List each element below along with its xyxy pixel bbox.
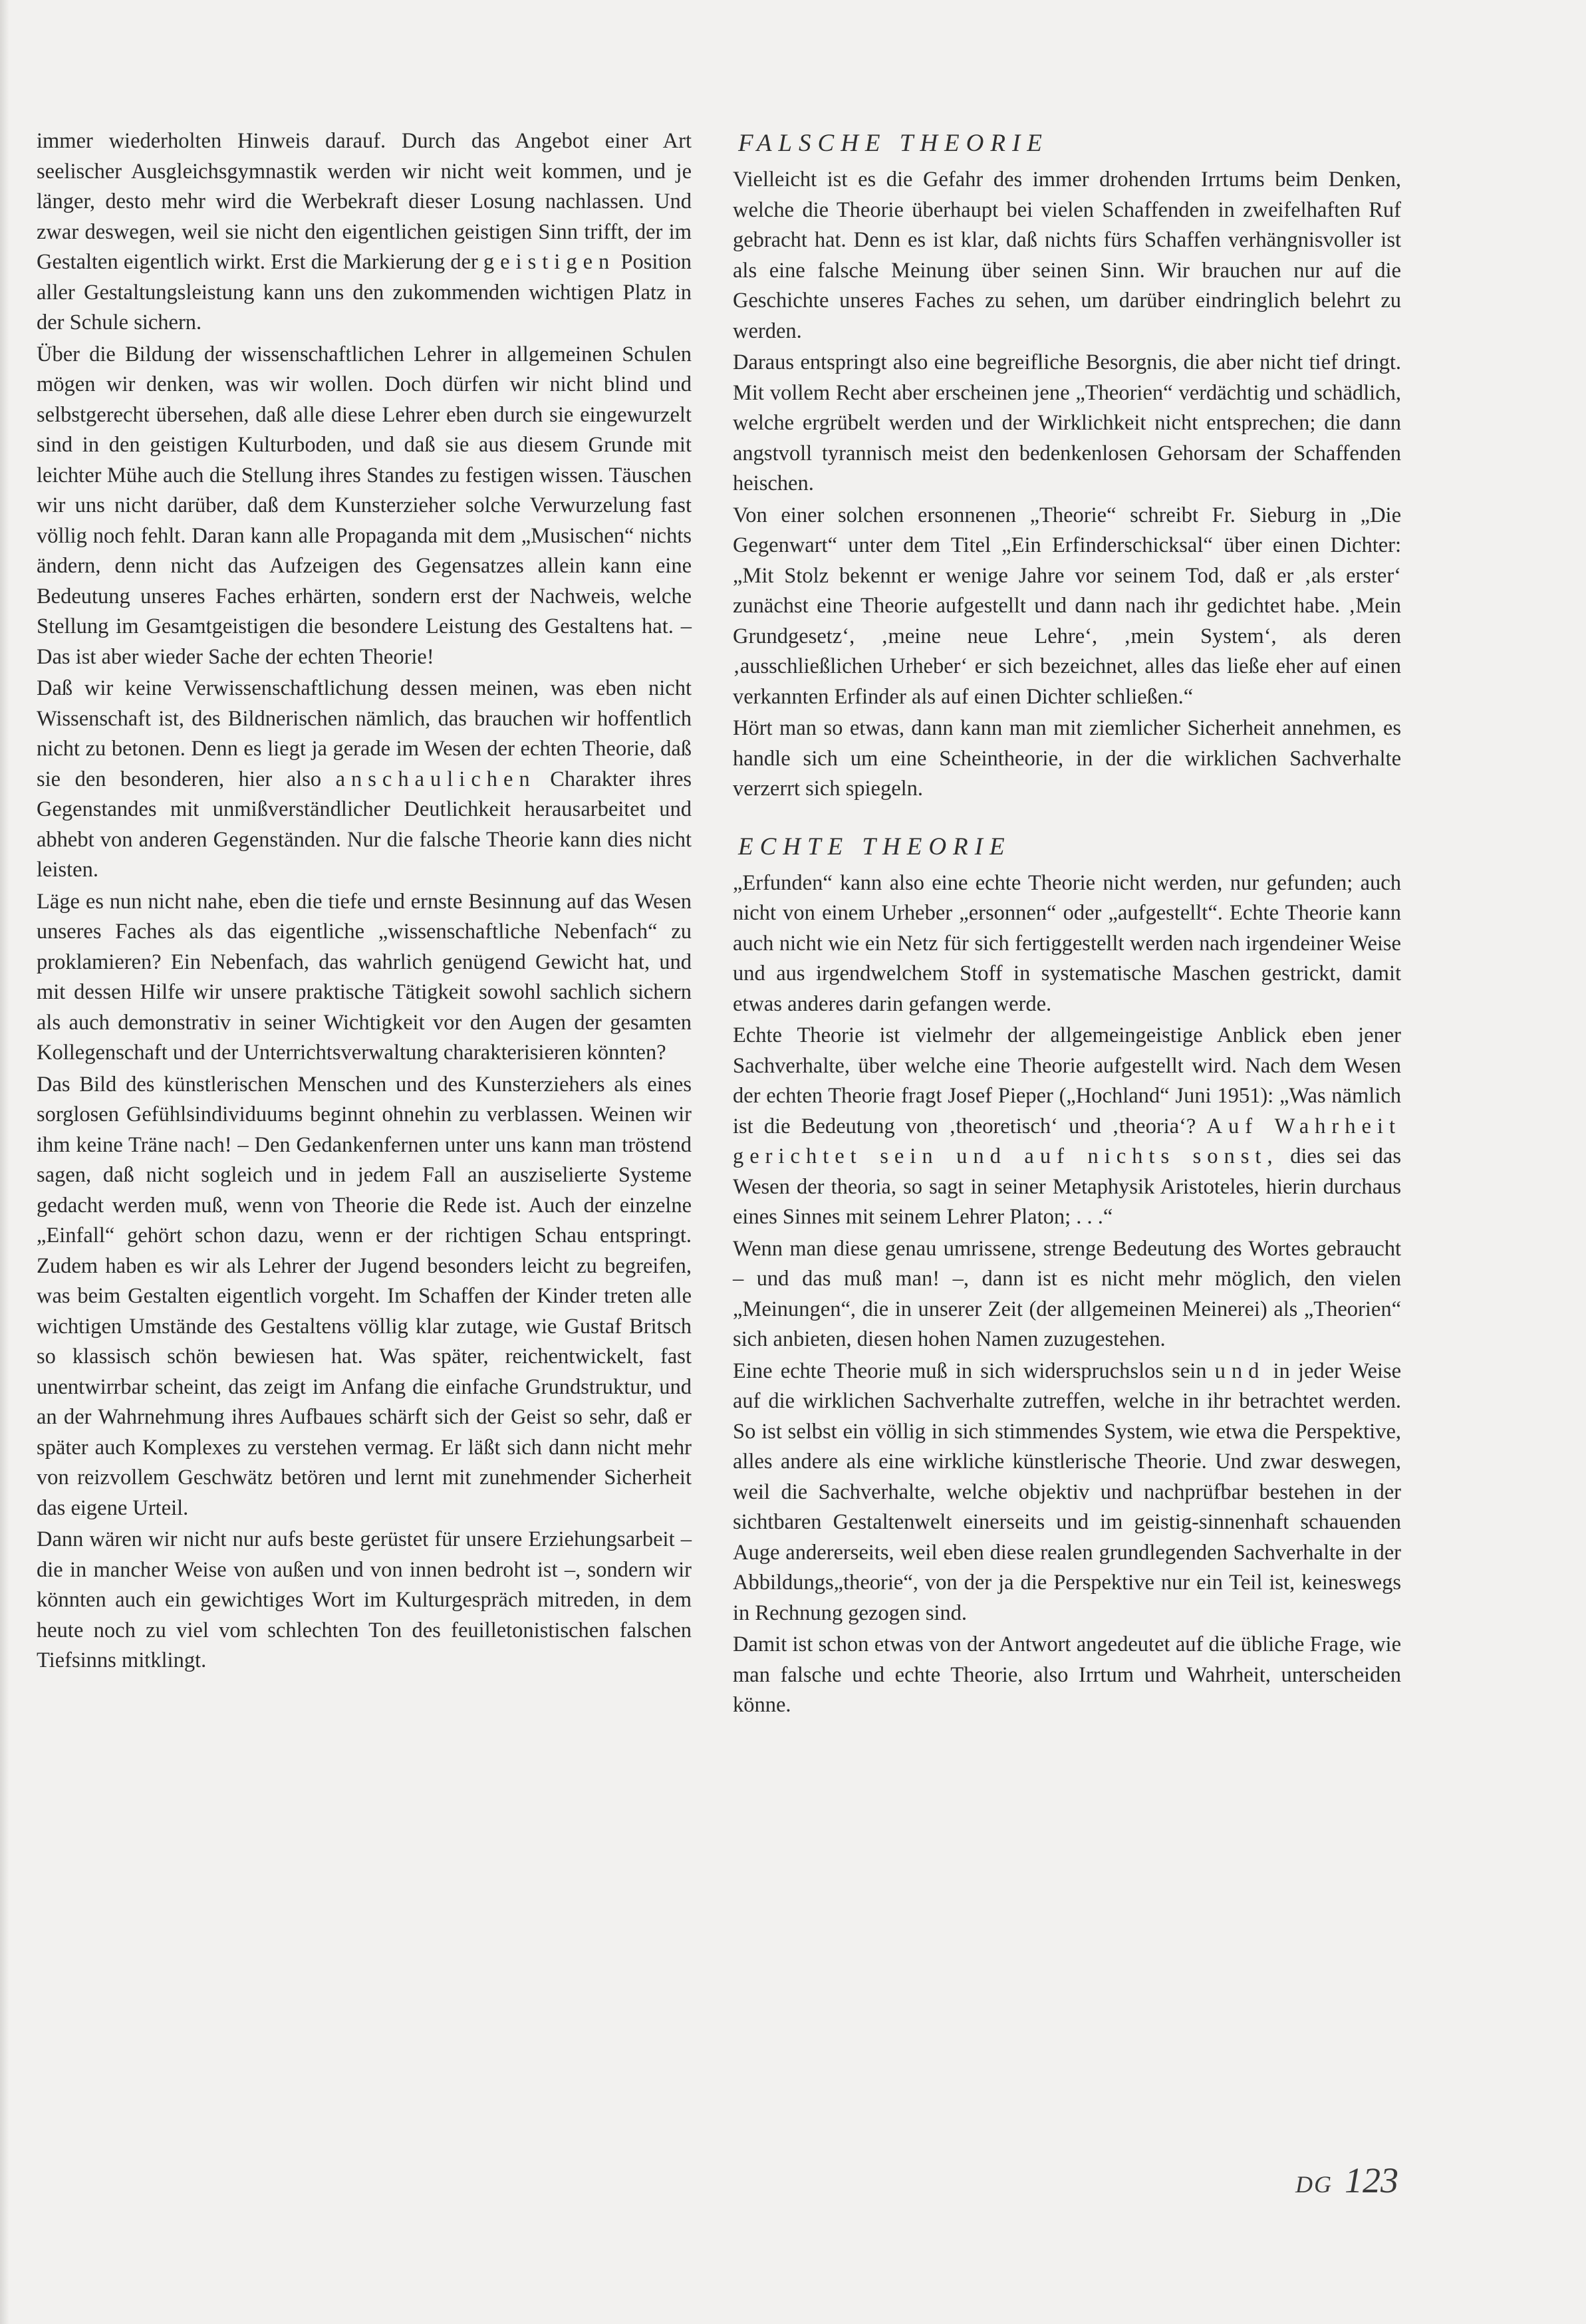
page-edge-shadow <box>0 0 9 2324</box>
journal-mark: DG <box>1295 2171 1333 2198</box>
paragraph: Echte Theorie ist vielmehr der allgemeingeistige Anblick eben jener Sachverhalte, über welche eine Theorie aufgestellt wird. Nach dem Wesen der echten Theorie fragt Josef Pieper („Hochland“ Juni 1951): „Was nämlich ist die Bedeutung von ‚theoretisch‘ und ‚theoria‘? Auf Wahrheit gerichtet sein und auf nichts sonst, dies sei das Wesen der theoria, so sagt in seiner Metaphysik Aristoteles, hierin durchaus eines Sinnes mit seinem Lehrer Platon; . . .“ <box>733 1023 1402 1229</box>
paragraph: Vielleicht ist es die Gefahr des immer drohenden Irrtums beim Denken, welche die Theorie überhaupt bei vielen Schaffenden in zweifelhaften Ruf gebracht hat. Denn es ist klar, daß nichts fürs Schaffen verhängnisvoller ist als eine falsche Meinung über seinen Sinn. Wir brauchen nur auf die Geschichte unseres Faches zu sehen, um darüber eindringlich belehrt zu werden. <box>733 168 1401 343</box>
paragraph: immer wiederholten Hinweis darauf. Durch das Angebot einer Art seelischer Ausgleichsgymnastik werden wir nicht weit kommen, und je länger, desto mehr wird die Werbekraft dieser Losung nachlassen. Und zwar deswegen, weil sie nicht den eigentlichen geistigen Sinn trifft, der im Gestalten eigentlich wirkt. Erst die Markierung der geistigen Position aller Gestaltungsleistung kann uns den zukommenden wichtigen Platz in der Schule sichern. <box>37 129 692 334</box>
emphasis-spaced: anschaulichen <box>335 767 536 791</box>
paragraph: Damit ist schon etwas von der Antwort angedeutet auf die übliche Frage, wie man falsche und echte Theorie, also Irrtum und Wahrheit, unterscheiden könne. <box>733 1632 1401 1717</box>
paragraph: Eine echte Theorie muß in sich widerspruchslos sein und in jeder Weise auf die wirklichen Sachverhalte zutreffen, welche in ihr betrachtet werden. So ist selbst ein völlig in sich stimmendes System, wie etwa die Perspektive, alles andere als eine wirkliche künstlerische Theorie. Und zwar deswegen, weil die Sachverhalte, welche objektiv und nachprüfbar bestehen in der sichtbaren Gestaltenwelt einerseits und im geistig-sinnenhaft schauenden Auge andererseits, weil eben diese realen grundlegenden Sachverhalte in der Abbildungs„theorie“, von der ja die Perspektive nur ein Teil ist, keineswegs in Rechnung gezogen sind. <box>733 1358 1402 1625</box>
paragraph: Dann wären wir nicht nur aufs beste gerüstet für unsere Erziehungsarbeit – die in mancher Weise von außen und von innen bedroht ist –, sondern wir könnten auch ein gewichtiges Wort im Kulturgespräch mitreden, in dem heute noch zu viel vom schlechten Ton des feuilletonistischen falschen Tiefsinns mitklingt. <box>37 1527 692 1672</box>
paragraph: Über die Bildung der wissenschaftlichen Lehrer in allgemeinen Schulen mögen wir denken, was wir wollen. Doch dürfen wir nicht blind und selbstgerecht übersehen, daß alle diese Lehrer eben durch sie eingewurzelt sind in den geistigen Kulturboden, und daß sie aus diesem Grunde mit leichter Mühe auch die Stellung ihres Standes zu festigen wissen. Täuschen wir uns nicht darüber, daß dem Kunsterzieher solche Verwurzelung fast völlig noch fehlt. Daran kann alle Propaganda mit dem „Musischen“ nichts ändern, denn nicht das Aufzeigen des Gegensatzes allein kann eine Bedeutung unseres Faches erhärten, sondern erst der Nachweis, welche Stellung im Gesamtgeistigen die besondere Leistung des Gestaltens hat. – Das ist aber wieder Sache der echten Theorie! <box>37 342 692 669</box>
paragraph: Von einer solchen ersonnenen „Theorie“ schreibt Fr. Sieburg in „Die Gegenwart“ unter dem Titel „Ein Erfinderschicksal“ über einen Dichter: „Mit Stolz bekennt er wenige Jahre vor seinem Tod, daß er ‚als erster‘ zunächst eine Theorie aufgestellt und dann nach ihr gedichtet habe. ‚Mein Grundgesetz‘, ‚meine neue Lehre‘, ‚mein System‘, als deren ‚ausschließlichen Urheber‘ er sich bezeichnet, alles das ließe eher auf einen verkannten Erfinder als auf einen Dichter schließen.“ <box>733 503 1401 709</box>
paragraph: Das Bild des künstlerischen Menschen und des Kunsterziehers als eines sorglosen Gefühlsindividuums beginnt ohnehin zu verblassen. Weinen wir ihm keine Träne nach! – Den Gedankenfernen unter uns kann man tröstend sagen, daß nicht sogleich und in jedem Fall an ausziselierte Systeme gedacht werden muß, wenn von Theorie die Rede ist. Auch der einzelne „Einfall“ gehört schon dazu, wenn er der richtigen Schau entspringt. Zudem haben es wir als Lehrer der Jugend besonders leicht zu begreifen, was beim Gestalten eigentlich vorgeht. Im Schaffen der Kinder treten alle wichtigen Umstände des Gestaltens völlig klar zutage, wie Gustaf Britsch so klassisch schön bewiesen hat. Was später, reichentwickelt, fast unentwirrbar scheint, das zeigt im Anfang die einfache Grundstruktur, und an der Wahrnehmung ihres Aufbaues schärft sich der Geist so sehr, daß er später auch Komplexes zu verstehen vermag. Er läßt sich dann nicht mehr von reizvollem Geschwätz betören und lernt mit zunehmender Sicherheit das eigene Urteil. <box>37 1072 692 1520</box>
emphasis-spaced: geistigen <box>483 250 616 274</box>
emphasis-spaced: und <box>1214 1358 1265 1383</box>
right-column <box>733 126 1401 1721</box>
left-column <box>37 126 692 1676</box>
paragraph: Läge es nun nicht nahe, eben die tiefe und ernste Besinnung auf das Wesen unseres Faches als das eigentliche „wissenschaftliche Nebenfach“ zu proklamieren? Ein Nebenfach, das wahrlich genügend Gewicht hat, und mit dessen Hilfe wir unsere praktische Tätigkeit sowohl sachlich sichern als auch demonstrativ in seiner Wichtigkeit vor den Augen der gesamten Kollegenschaft und der Unterrichtsverwaltung charakterisieren könnten? <box>37 889 692 1065</box>
paragraph: Daß wir keine Verwissenschaftlichung dessen meinen, was eben nicht Wissenschaft ist, des Bildnerischen nämlich, das brauchen wir hoffentlich nicht zu betonen. Denn es liegt ja gerade im Wesen der echten Theorie, daß sie den besonderen, hier also anschaulichen Charakter ihres Gegenstandes mit unmißverständlicher Deutlichkeit herausarbeitet und abhebt von anderen Gegenständen. Nur die falsche Theorie kann dies nicht leisten. <box>37 676 692 882</box>
section-heading-echte-theorie: ECHTE THEORIE <box>738 833 1011 860</box>
page-footer <box>1295 2160 1398 2201</box>
page-number: 123 <box>1345 2160 1398 2200</box>
emphasis-spaced: Auf Wahrheit gerichtet sein und auf nichts sonst, <box>733 1114 1401 1168</box>
paragraph: Daraus entspringt also eine begreifliche Besorgnis, die aber nicht tief dringt. Mit vollem Recht aber erscheinen jene „Theorien“ verdächtig und schädlich, welche ergrübelt werden und der Wirklichkeit nicht entsprechen; die dann angstvoll tyrannisch meist den bedenkenlosen Gehorsam der Schaffenden heischen. <box>733 350 1401 495</box>
section-heading-falsche-theorie: FALSCHE THEORIE <box>738 130 1049 157</box>
paragraph: „Erfunden“ kann also eine echte Theorie nicht werden, nur gefunden; auch nicht von einem Urheber „ersonnen“ oder „aufgestellt“. Echte Theorie kann auch nicht wie ein Netz für sich fertiggestellt werden nach irgendeiner Weise und aus irgendwelchem Stoff in systematische Maschen gestrickt, damit etwas anderes darin gefangen werde. <box>733 870 1401 1016</box>
paragraph: Hört man so etwas, dann kann man mit ziemlicher Sicherheit annehmen, es handle sich um eine Scheintheorie, in der die wirklichen Sachverhalte verzerrt sich spiegeln. <box>733 716 1401 801</box>
paragraph: Wenn man diese genau umrissene, strenge Bedeutung des Wortes gebraucht – und das muß man! –, dann ist es nicht mehr möglich, den vielen „Meinungen“, die in unserer Zeit (der allgemeinen Meinerei) als „Theorien“ sich anbieten, diesen hohen Namen zuzugestehen. <box>733 1236 1401 1351</box>
